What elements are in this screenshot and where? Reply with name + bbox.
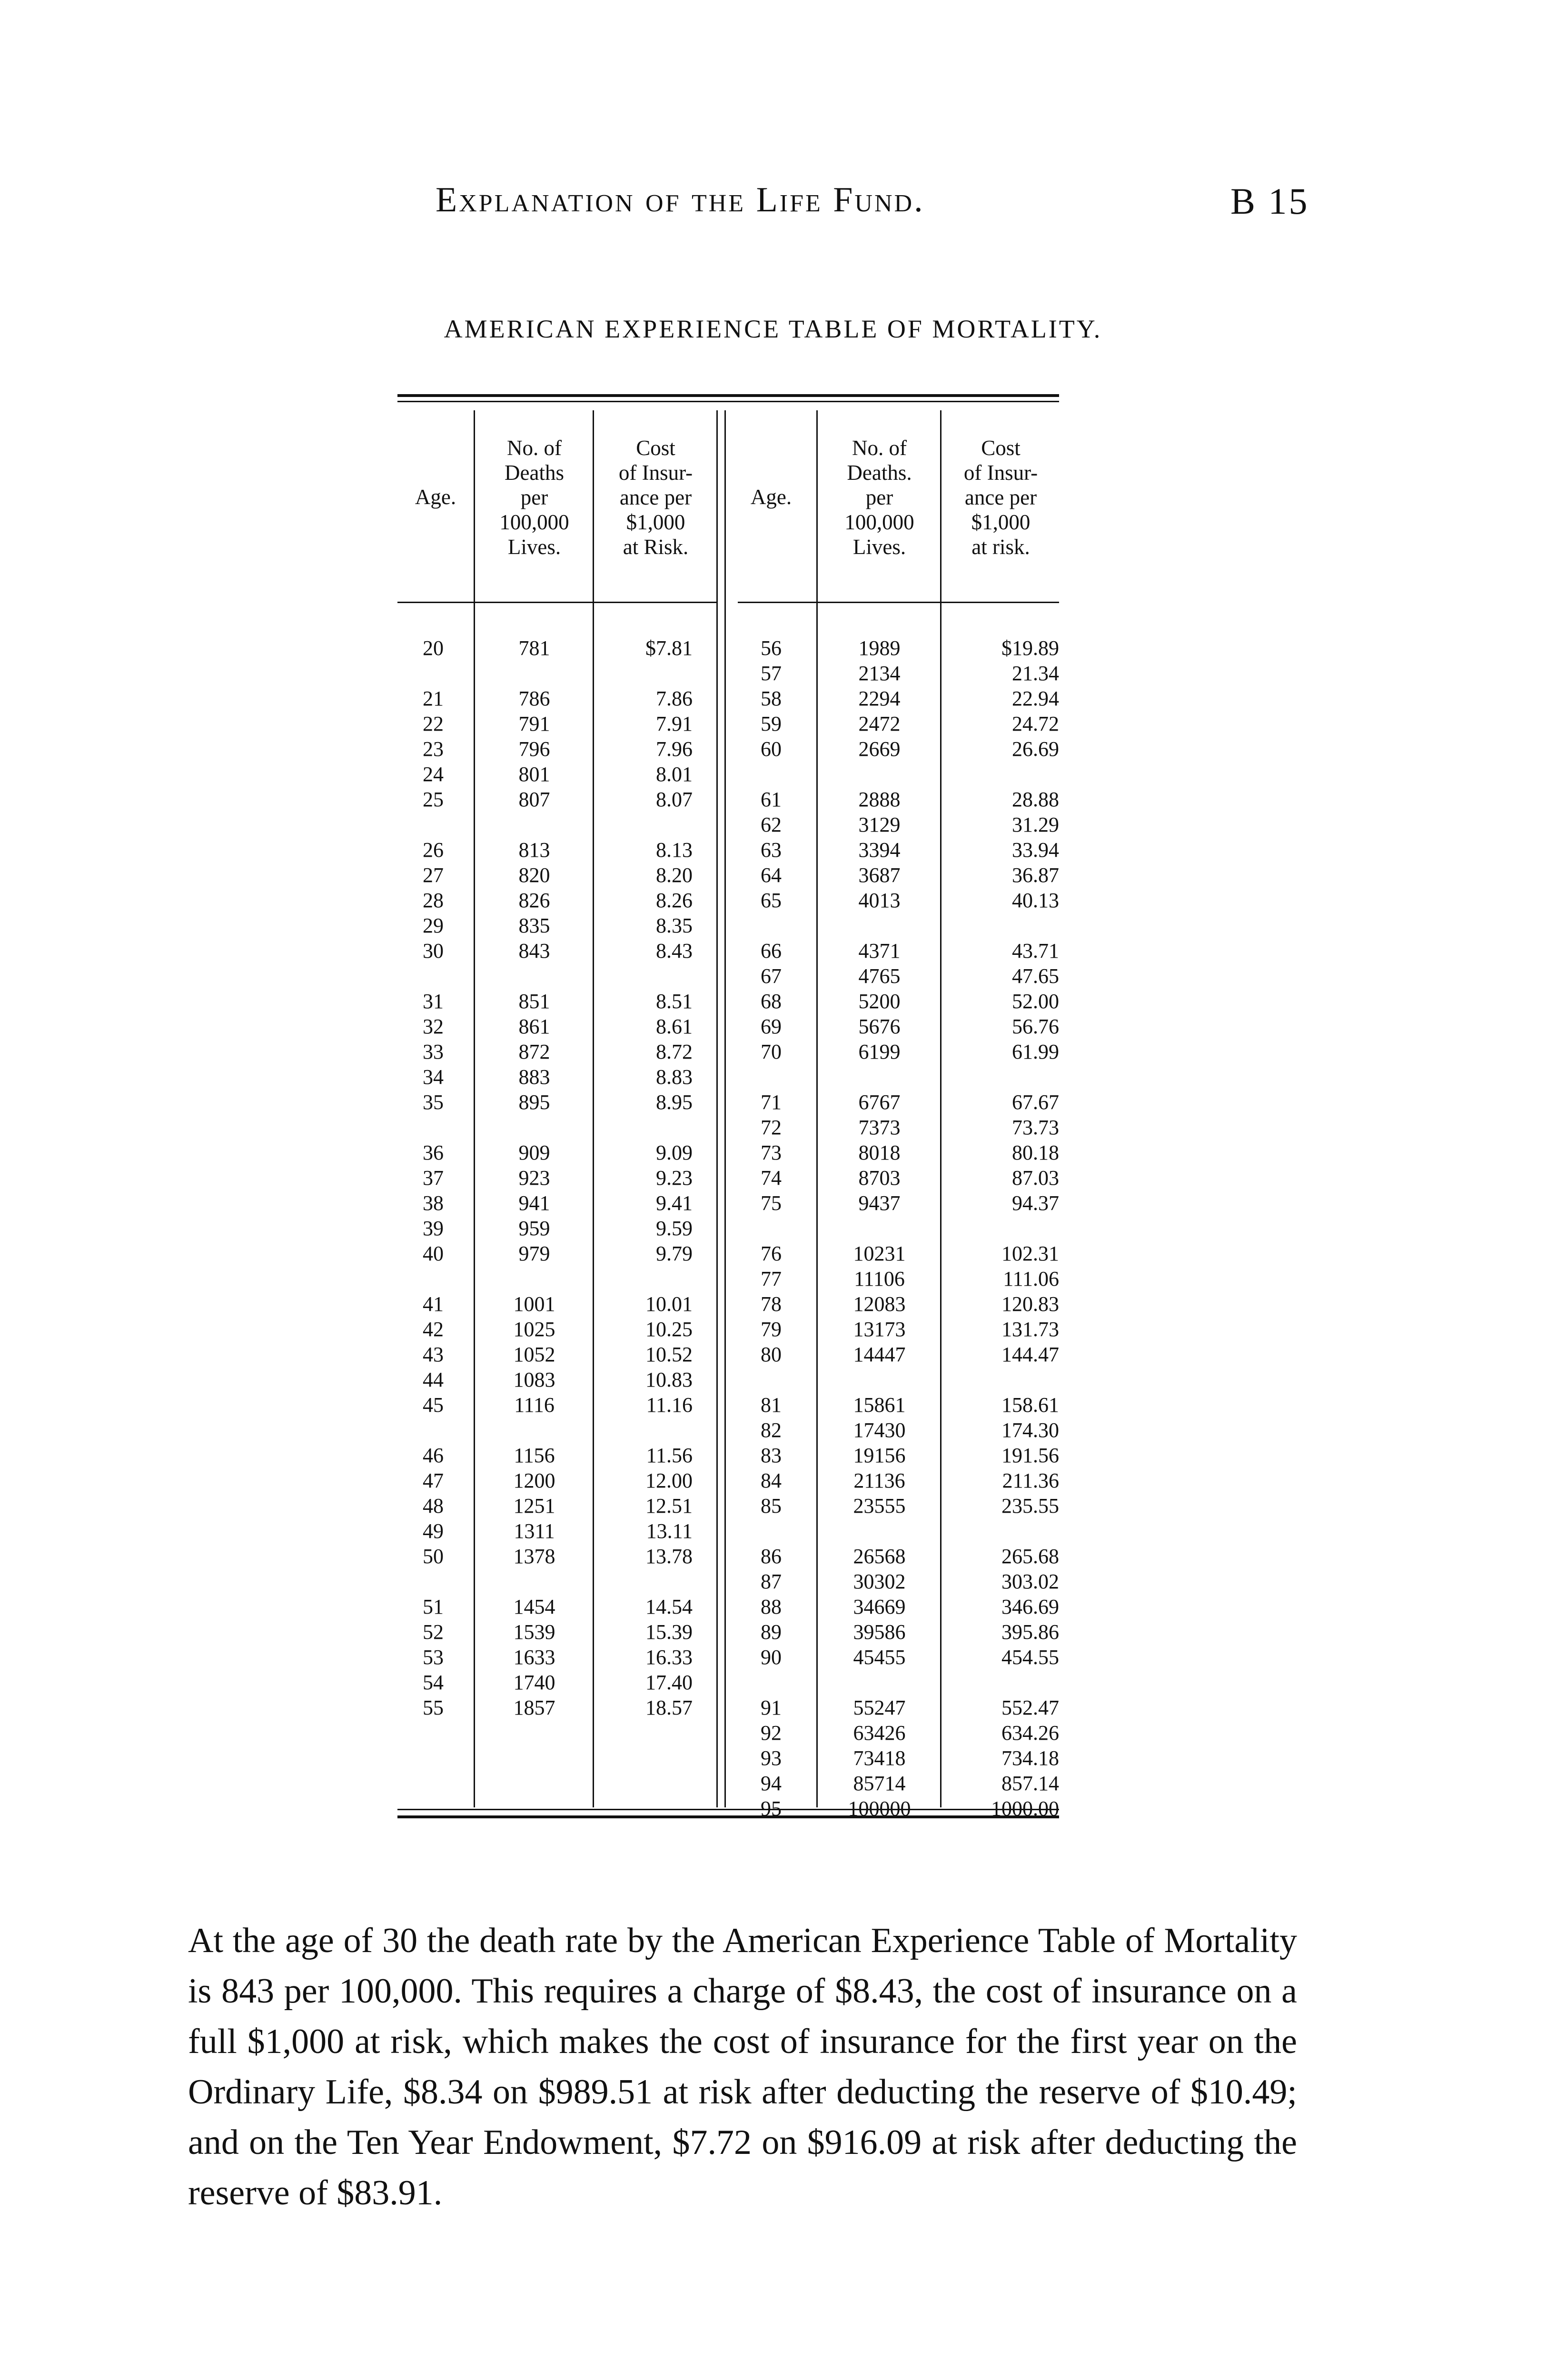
running-head bbox=[0, 180, 1546, 232]
right-cost-cell: 40.13 bbox=[1012, 889, 1059, 912]
left-deaths-cell: 1251 bbox=[513, 1494, 555, 1517]
header-cost-right: Cost of Insur- ance per $1,000 at risk. bbox=[963, 436, 1038, 559]
right-cost-cell: 191.56 bbox=[1001, 1444, 1059, 1467]
left-deaths-cell: 796 bbox=[518, 737, 550, 761]
row-gap bbox=[942, 913, 1059, 938]
header-cost-left: Cost of Insur- ance per $1,000 at Risk. bbox=[618, 436, 693, 559]
header-age-right: Age. bbox=[750, 485, 792, 509]
table-top-rule-thin bbox=[397, 401, 1059, 402]
running-title: Explanation of the Life Fund. bbox=[436, 180, 925, 219]
left-age-cell: 42 bbox=[423, 1318, 444, 1341]
right-deaths-cell: 21136 bbox=[853, 1469, 905, 1492]
row-gap bbox=[595, 963, 693, 989]
right-age-cell: 65 bbox=[761, 889, 782, 912]
column-age-left bbox=[397, 635, 469, 1720]
right-cost-cell: 303.02 bbox=[1001, 1570, 1059, 1593]
row-gap bbox=[819, 762, 940, 787]
left-age-cell: 41 bbox=[423, 1292, 444, 1316]
right-cost-cell: 87.03 bbox=[1012, 1166, 1059, 1190]
row-gap bbox=[595, 1266, 693, 1291]
right-cost-cell: 211.36 bbox=[1002, 1469, 1059, 1492]
right-cost-cell: 634.26 bbox=[1001, 1721, 1059, 1745]
right-deaths-cell: 8018 bbox=[858, 1141, 901, 1164]
right-cost-cell: 454.55 bbox=[1001, 1646, 1059, 1669]
left-deaths-cell: 791 bbox=[518, 712, 550, 735]
left-age-cell: 23 bbox=[423, 737, 444, 761]
right-cost-cell: 265.68 bbox=[1001, 1545, 1059, 1568]
left-age-cell: 44 bbox=[423, 1368, 444, 1391]
left-cost-cell: 9.79 bbox=[656, 1242, 693, 1265]
right-deaths-cell: 12083 bbox=[853, 1292, 906, 1316]
row-gap bbox=[733, 913, 809, 938]
right-deaths-cell: 63426 bbox=[853, 1721, 906, 1745]
left-deaths-cell: 923 bbox=[518, 1166, 550, 1190]
right-deaths-cell: 4371 bbox=[858, 939, 901, 962]
right-deaths-cell: 6199 bbox=[858, 1040, 901, 1063]
left-deaths-cell: 826 bbox=[518, 889, 550, 912]
right-age-cell: 76 bbox=[761, 1242, 782, 1265]
right-age-cell: 80 bbox=[761, 1343, 782, 1366]
header-rule-left bbox=[397, 602, 716, 603]
row-gap bbox=[476, 963, 593, 989]
left-deaths-cell: 1052 bbox=[513, 1343, 555, 1366]
body-paragraph: At the age of 30 the death rate by the American Experience Table of Mortality is 843 per 100,000. This requires a charge of $8.43, the cost of insurance on a full $1,000 at risk, which makes the cost of insurance for the first year on the Ordinary Life, $8.34 on $989.51 at risk after deducting the reserve of $10.49; and on the Ten Year Endowment, $7.72 on $916.09 at risk after deducting the reserve of $83.91. bbox=[188, 1921, 1297, 2212]
right-age-cell: 67 bbox=[761, 964, 782, 988]
left-deaths-cell: 1454 bbox=[513, 1595, 555, 1618]
left-deaths-cell: 909 bbox=[518, 1141, 550, 1164]
left-age-cell: 47 bbox=[423, 1469, 444, 1492]
right-deaths-cell: 3687 bbox=[858, 863, 901, 887]
left-deaths-cell: 941 bbox=[518, 1191, 550, 1215]
right-age-cell: 94 bbox=[761, 1772, 782, 1795]
right-age-cell: 71 bbox=[761, 1091, 782, 1114]
left-age-cell: 34 bbox=[423, 1065, 444, 1089]
left-age-cell: 40 bbox=[423, 1242, 444, 1265]
left-cost-cell: 7.86 bbox=[656, 687, 693, 710]
right-age-cell: 60 bbox=[761, 737, 782, 761]
left-deaths-cell: 786 bbox=[518, 687, 550, 710]
left-cost-cell: 8.61 bbox=[656, 1015, 693, 1038]
left-deaths-cell: 820 bbox=[518, 863, 550, 887]
right-cost-cell: 94.37 bbox=[1012, 1191, 1059, 1215]
right-cost-cell: 31.29 bbox=[1012, 813, 1059, 836]
left-cost-cell: 16.33 bbox=[645, 1646, 693, 1669]
right-age-cell: 73 bbox=[761, 1141, 782, 1164]
left-age-cell: 33 bbox=[423, 1040, 444, 1063]
left-cost-cell: 9.09 bbox=[656, 1141, 693, 1164]
right-age-cell: 59 bbox=[761, 712, 782, 735]
right-deaths-cell: 2134 bbox=[858, 662, 901, 685]
left-cost-cell: 7.91 bbox=[656, 712, 693, 735]
left-cost-cell: 10.01 bbox=[645, 1292, 693, 1316]
right-age-cell: 70 bbox=[761, 1040, 782, 1063]
right-age-cell: 78 bbox=[761, 1292, 782, 1316]
right-deaths-cell: 13173 bbox=[853, 1318, 906, 1341]
left-deaths-cell: 1200 bbox=[513, 1469, 555, 1492]
right-age-cell: 91 bbox=[761, 1696, 782, 1719]
left-deaths-cell: 835 bbox=[518, 914, 550, 937]
left-age-cell: 46 bbox=[423, 1444, 444, 1467]
right-cost-cell: $19.89 bbox=[1001, 636, 1059, 660]
col-divider bbox=[593, 410, 594, 1807]
left-cost-cell: 14.54 bbox=[645, 1595, 693, 1618]
row-gap bbox=[733, 1216, 809, 1241]
right-age-cell: 85 bbox=[761, 1494, 782, 1517]
right-cost-cell: 73.73 bbox=[1012, 1116, 1059, 1139]
right-cost-cell: 857.14 bbox=[1001, 1772, 1059, 1795]
left-cost-cell: 18.57 bbox=[645, 1696, 693, 1719]
left-cost-cell: 13.11 bbox=[646, 1519, 693, 1543]
right-deaths-cell: 2472 bbox=[858, 712, 901, 735]
row-gap bbox=[942, 1670, 1059, 1695]
left-cost-cell: 8.26 bbox=[656, 889, 693, 912]
col-divider bbox=[816, 410, 818, 1807]
left-age-cell: 22 bbox=[423, 712, 444, 735]
left-deaths-cell: 1539 bbox=[513, 1620, 555, 1644]
right-deaths-cell: 5676 bbox=[858, 1015, 901, 1038]
right-deaths-cell: 55247 bbox=[853, 1696, 906, 1719]
row-gap bbox=[595, 1418, 693, 1443]
table-top-rule bbox=[397, 394, 1059, 397]
right-cost-cell: 102.31 bbox=[1001, 1242, 1059, 1265]
left-deaths-cell: 1857 bbox=[513, 1696, 555, 1719]
right-cost-cell: 22.94 bbox=[1012, 687, 1059, 710]
table-bottom-rule bbox=[397, 1815, 1059, 1818]
right-deaths-cell: 2888 bbox=[858, 788, 901, 811]
left-age-cell: 32 bbox=[423, 1015, 444, 1038]
left-cost-cell: 8.13 bbox=[656, 838, 693, 862]
right-deaths-cell: 3394 bbox=[858, 838, 901, 862]
row-gap bbox=[819, 1670, 940, 1695]
right-deaths-cell: 39586 bbox=[853, 1620, 906, 1644]
row-gap bbox=[476, 812, 593, 837]
header-deaths-right: No. of Deaths. per 100,000 Lives. bbox=[844, 436, 914, 559]
row-gap bbox=[819, 913, 940, 938]
left-age-cell: 21 bbox=[423, 687, 444, 710]
left-cost-cell: 10.83 bbox=[645, 1368, 693, 1391]
right-deaths-cell: 2294 bbox=[858, 687, 901, 710]
column-deaths-right bbox=[819, 635, 940, 1821]
left-cost-cell: 9.59 bbox=[656, 1217, 693, 1240]
right-deaths-cell: 15861 bbox=[853, 1393, 906, 1417]
table-title: AMERICAN EXPERIENCE TABLE OF MORTALITY. bbox=[444, 315, 1102, 343]
left-age-cell: 48 bbox=[423, 1494, 444, 1517]
left-age-cell: 27 bbox=[423, 863, 444, 887]
right-deaths-cell: 73418 bbox=[853, 1746, 906, 1770]
right-age-cell: 81 bbox=[761, 1393, 782, 1417]
left-age-cell: 30 bbox=[423, 939, 444, 962]
right-age-cell: 84 bbox=[761, 1469, 782, 1492]
right-cost-cell: 67.67 bbox=[1012, 1091, 1059, 1114]
row-gap bbox=[397, 661, 469, 686]
right-age-cell: 56 bbox=[761, 636, 782, 660]
right-cost-cell: 56.76 bbox=[1012, 1015, 1059, 1038]
column-cost-left bbox=[595, 635, 693, 1720]
left-deaths-cell: 1025 bbox=[513, 1318, 555, 1341]
col-divider bbox=[940, 410, 941, 1807]
right-cost-cell: 734.18 bbox=[1001, 1746, 1059, 1770]
header-deaths-left: No. of Deaths per 100,000 Lives. bbox=[499, 436, 569, 559]
right-age-cell: 72 bbox=[761, 1116, 782, 1139]
right-deaths-cell: 30302 bbox=[853, 1570, 906, 1593]
right-cost-cell: 80.18 bbox=[1012, 1141, 1059, 1164]
right-cost-cell: 26.69 bbox=[1012, 737, 1059, 761]
left-cost-cell: 9.41 bbox=[656, 1191, 693, 1215]
right-age-cell: 68 bbox=[761, 990, 782, 1013]
right-age-cell: 95 bbox=[761, 1797, 782, 1820]
left-deaths-cell: 1156 bbox=[514, 1444, 555, 1467]
left-age-cell: 38 bbox=[423, 1191, 444, 1215]
right-cost-cell: 235.55 bbox=[1001, 1494, 1059, 1517]
row-gap bbox=[397, 1418, 469, 1443]
right-deaths-cell: 6767 bbox=[858, 1091, 901, 1114]
right-deaths-cell: 4013 bbox=[858, 889, 901, 912]
row-gap bbox=[476, 1569, 593, 1594]
right-age-cell: 74 bbox=[761, 1166, 782, 1190]
left-cost-cell: 13.78 bbox=[645, 1545, 693, 1568]
right-age-cell: 58 bbox=[761, 687, 782, 710]
left-deaths-cell: 781 bbox=[518, 636, 550, 660]
row-gap bbox=[397, 963, 469, 989]
right-deaths-cell: 19156 bbox=[853, 1444, 906, 1467]
left-deaths-cell: 1378 bbox=[513, 1545, 555, 1568]
row-gap bbox=[819, 1367, 940, 1392]
left-deaths-cell: 959 bbox=[518, 1217, 550, 1240]
left-deaths-cell: 843 bbox=[518, 939, 550, 962]
left-age-cell: 28 bbox=[423, 889, 444, 912]
row-gap bbox=[942, 1216, 1059, 1241]
left-cost-cell: 12.00 bbox=[645, 1469, 693, 1492]
right-age-cell: 93 bbox=[761, 1746, 782, 1770]
right-deaths-cell: 11106 bbox=[854, 1267, 905, 1290]
row-gap bbox=[595, 812, 693, 837]
left-age-cell: 39 bbox=[423, 1217, 444, 1240]
right-deaths-cell: 9437 bbox=[858, 1191, 901, 1215]
left-deaths-cell: 1083 bbox=[513, 1368, 555, 1391]
left-age-cell: 29 bbox=[423, 914, 444, 937]
left-deaths-cell: 883 bbox=[518, 1065, 550, 1089]
left-age-cell: 20 bbox=[423, 636, 444, 660]
left-deaths-cell: 807 bbox=[518, 788, 550, 811]
left-cost-cell: 15.39 bbox=[645, 1620, 693, 1644]
left-deaths-cell: 979 bbox=[518, 1242, 550, 1265]
right-deaths-cell: 14447 bbox=[853, 1343, 906, 1366]
row-gap bbox=[476, 661, 593, 686]
row-gap bbox=[819, 1216, 940, 1241]
right-deaths-cell: 34669 bbox=[853, 1595, 906, 1618]
right-cost-cell: 131.73 bbox=[1001, 1318, 1059, 1341]
left-age-cell: 51 bbox=[423, 1595, 444, 1618]
right-cost-cell: 174.30 bbox=[1001, 1418, 1059, 1442]
right-age-cell: 89 bbox=[761, 1620, 782, 1644]
right-cost-cell: 552.47 bbox=[1001, 1696, 1059, 1719]
center-double-divider bbox=[716, 410, 726, 1807]
right-deaths-cell: 23555 bbox=[853, 1494, 906, 1517]
left-deaths-cell: 1311 bbox=[514, 1519, 555, 1543]
left-age-cell: 26 bbox=[423, 838, 444, 862]
left-age-cell: 24 bbox=[423, 763, 444, 786]
right-deaths-cell: 100000 bbox=[848, 1797, 911, 1820]
right-cost-cell: 33.94 bbox=[1012, 838, 1059, 862]
left-deaths-cell: 1001 bbox=[513, 1292, 555, 1316]
right-age-cell: 79 bbox=[761, 1318, 782, 1341]
right-cost-cell: 24.72 bbox=[1012, 712, 1059, 735]
right-cost-cell: 52.00 bbox=[1012, 990, 1059, 1013]
left-deaths-cell: 1740 bbox=[513, 1671, 555, 1694]
left-age-cell: 45 bbox=[423, 1393, 444, 1417]
left-cost-cell: 8.95 bbox=[656, 1091, 693, 1114]
right-deaths-cell: 8703 bbox=[858, 1166, 901, 1190]
right-cost-cell: 61.99 bbox=[1012, 1040, 1059, 1063]
row-gap bbox=[733, 1518, 809, 1544]
row-gap bbox=[733, 762, 809, 787]
right-age-cell: 86 bbox=[761, 1545, 782, 1568]
right-cost-cell: 111.06 bbox=[1003, 1267, 1059, 1290]
row-gap bbox=[397, 1115, 469, 1140]
right-deaths-cell: 45455 bbox=[853, 1646, 906, 1669]
left-cost-cell: 8.35 bbox=[656, 914, 693, 937]
left-cost-cell: 11.56 bbox=[646, 1444, 693, 1467]
right-age-cell: 87 bbox=[761, 1570, 782, 1593]
left-cost-cell: 8.51 bbox=[656, 990, 693, 1013]
left-deaths-cell: 861 bbox=[518, 1015, 550, 1038]
left-deaths-cell: 851 bbox=[518, 990, 550, 1013]
row-gap bbox=[942, 1367, 1059, 1392]
left-age-cell: 49 bbox=[423, 1519, 444, 1543]
row-gap bbox=[942, 1064, 1059, 1090]
left-age-cell: 35 bbox=[423, 1091, 444, 1114]
row-gap bbox=[942, 1518, 1059, 1544]
left-deaths-cell: 872 bbox=[518, 1040, 550, 1063]
row-gap bbox=[397, 812, 469, 837]
column-cost-right bbox=[942, 635, 1059, 1821]
row-gap bbox=[397, 1266, 469, 1291]
left-cost-cell: 8.20 bbox=[656, 863, 693, 887]
row-gap bbox=[942, 762, 1059, 787]
left-age-cell: 50 bbox=[423, 1545, 444, 1568]
row-gap bbox=[595, 661, 693, 686]
row-gap bbox=[476, 1418, 593, 1443]
left-cost-cell: 8.43 bbox=[656, 939, 693, 962]
left-deaths-cell: 1633 bbox=[513, 1646, 555, 1669]
left-cost-cell: $7.81 bbox=[645, 636, 693, 660]
row-gap bbox=[733, 1670, 809, 1695]
column-age-right bbox=[733, 635, 809, 1821]
left-cost-cell: 7.96 bbox=[656, 737, 693, 761]
left-cost-cell: 12.51 bbox=[645, 1494, 693, 1517]
right-cost-cell: 346.69 bbox=[1001, 1595, 1059, 1618]
row-gap bbox=[476, 1266, 593, 1291]
right-deaths-cell: 26568 bbox=[853, 1545, 906, 1568]
right-age-cell: 83 bbox=[761, 1444, 782, 1467]
left-deaths-cell: 895 bbox=[518, 1091, 550, 1114]
right-age-cell: 75 bbox=[761, 1191, 782, 1215]
right-deaths-cell: 10231 bbox=[853, 1242, 906, 1265]
row-gap bbox=[819, 1064, 940, 1090]
left-age-cell: 25 bbox=[423, 788, 444, 811]
right-cost-cell: 158.61 bbox=[1001, 1393, 1059, 1417]
left-age-cell: 43 bbox=[423, 1343, 444, 1366]
right-cost-cell: 36.87 bbox=[1012, 863, 1059, 887]
left-cost-cell: 8.72 bbox=[656, 1040, 693, 1063]
right-age-cell: 69 bbox=[761, 1015, 782, 1038]
right-age-cell: 82 bbox=[761, 1418, 782, 1442]
right-cost-cell: 47.65 bbox=[1012, 964, 1059, 988]
left-cost-cell: 17.40 bbox=[645, 1671, 693, 1694]
right-deaths-cell: 85714 bbox=[853, 1772, 906, 1795]
left-cost-cell: 8.01 bbox=[656, 763, 693, 786]
row-gap bbox=[595, 1569, 693, 1594]
right-cost-cell: 395.86 bbox=[1001, 1620, 1059, 1644]
page-number: B 15 bbox=[1230, 180, 1309, 222]
right-deaths-cell: 4765 bbox=[858, 964, 901, 988]
header-rule-right bbox=[738, 602, 1059, 603]
header-age-left: Age. bbox=[415, 485, 456, 509]
left-age-cell: 54 bbox=[423, 1671, 444, 1694]
left-cost-cell: 8.07 bbox=[656, 788, 693, 811]
right-deaths-cell: 2669 bbox=[858, 737, 901, 761]
right-age-cell: 77 bbox=[761, 1267, 782, 1290]
right-deaths-cell: 5200 bbox=[858, 990, 901, 1013]
right-cost-cell: 120.83 bbox=[1001, 1292, 1059, 1316]
right-cost-cell: 21.34 bbox=[1012, 662, 1059, 685]
left-deaths-cell: 801 bbox=[518, 763, 550, 786]
row-gap bbox=[397, 1569, 469, 1594]
row-gap bbox=[819, 1518, 940, 1544]
left-age-cell: 52 bbox=[423, 1620, 444, 1644]
right-cost-cell: 28.88 bbox=[1012, 788, 1059, 811]
left-age-cell: 36 bbox=[423, 1141, 444, 1164]
left-cost-cell: 8.83 bbox=[656, 1065, 693, 1089]
right-deaths-cell: 7373 bbox=[858, 1116, 901, 1139]
left-cost-cell: 10.25 bbox=[645, 1318, 693, 1341]
left-cost-cell: 9.23 bbox=[656, 1166, 693, 1190]
left-age-cell: 31 bbox=[423, 990, 444, 1013]
col-divider bbox=[474, 410, 475, 1807]
row-gap bbox=[595, 1115, 693, 1140]
right-deaths-cell: 1989 bbox=[858, 636, 901, 660]
table-bottom-rule-thin bbox=[397, 1809, 1059, 1810]
row-gap bbox=[476, 1115, 593, 1140]
left-age-cell: 53 bbox=[423, 1646, 444, 1669]
right-age-cell: 92 bbox=[761, 1721, 782, 1745]
right-cost-cell: 43.71 bbox=[1012, 939, 1059, 962]
left-age-cell: 55 bbox=[423, 1696, 444, 1719]
right-age-cell: 90 bbox=[761, 1646, 782, 1669]
right-age-cell: 62 bbox=[761, 813, 782, 836]
left-cost-cell: 10.52 bbox=[645, 1343, 693, 1366]
right-age-cell: 64 bbox=[761, 863, 782, 887]
left-cost-cell: 11.16 bbox=[646, 1393, 693, 1417]
left-deaths-cell: 1116 bbox=[514, 1393, 555, 1417]
right-age-cell: 88 bbox=[761, 1595, 782, 1618]
right-age-cell: 63 bbox=[761, 838, 782, 862]
right-age-cell: 57 bbox=[761, 662, 782, 685]
right-age-cell: 61 bbox=[761, 788, 782, 811]
row-gap bbox=[733, 1367, 809, 1392]
left-age-cell: 37 bbox=[423, 1166, 444, 1190]
right-deaths-cell: 3129 bbox=[858, 813, 901, 836]
right-cost-cell: 1000.00 bbox=[991, 1797, 1059, 1820]
right-cost-cell: 144.47 bbox=[1001, 1343, 1059, 1366]
right-deaths-cell: 17430 bbox=[853, 1418, 906, 1442]
column-deaths-left bbox=[476, 635, 593, 1720]
left-deaths-cell: 813 bbox=[518, 838, 550, 862]
right-age-cell: 66 bbox=[761, 939, 782, 962]
row-gap bbox=[733, 1064, 809, 1090]
